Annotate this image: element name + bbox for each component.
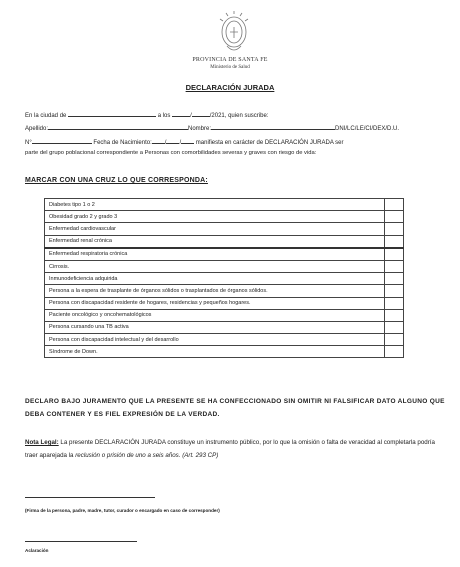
ministry-name: Ministerio de Salud bbox=[210, 65, 250, 70]
signature-label: (Firma de la persona, padre, madre, tutor, curador o encargado en caso de corresponder) bbox=[25, 508, 220, 513]
condition-row bbox=[45, 235, 404, 248]
condition-checkbox[interactable] bbox=[385, 223, 404, 235]
condition-row bbox=[45, 297, 404, 309]
condition-row bbox=[45, 346, 404, 358]
province-name: PROVINCIA DE SANTA FE bbox=[192, 57, 268, 63]
condition-checkbox[interactable] bbox=[385, 285, 404, 297]
legal-note-label: Nota Legal: bbox=[25, 439, 59, 446]
condition-checkbox[interactable] bbox=[385, 321, 404, 333]
birth-month-field[interactable] bbox=[166, 137, 179, 144]
month-field[interactable] bbox=[192, 110, 210, 117]
condition-checkbox[interactable] bbox=[385, 235, 404, 248]
oath-statement: DECLARO BAJO JURAMENTO QUE LA PRESENTE SE HA CONFECCIONADO SIN OMITIR NI FALSIFICAR DATO ALGUNO QUE DEBA CONTENER Y ES FIEL EXPRESIÓN DE LA VERDAD. bbox=[25, 398, 445, 418]
condition-checkbox[interactable] bbox=[385, 199, 404, 211]
condition-row bbox=[45, 285, 404, 297]
condition-row bbox=[45, 211, 404, 223]
condition-label: Diabetes tipo 1 o 2 bbox=[45, 199, 385, 211]
condition-label: Persona a la espera de trasplante de órganos sólidos o trasplantados de órganos sólidos. bbox=[45, 285, 385, 297]
condition-row bbox=[45, 273, 404, 285]
form-line-name: Apellido: Nombre: DNI/LC/LE/CI/DEX/D.U. bbox=[25, 123, 399, 132]
document-title: DECLARACIÓN JURADA bbox=[185, 83, 275, 92]
condition-checkbox[interactable] bbox=[385, 309, 404, 321]
day-field[interactable] bbox=[172, 110, 190, 117]
form-line-group: parte del grupo poblacional correspondiente a Personas con comorbilidades severas y graves con riesgo de vida: bbox=[25, 150, 317, 156]
condition-checkbox[interactable] bbox=[385, 211, 404, 223]
condition-label: Enfermedad renal crónica bbox=[45, 235, 385, 248]
condition-row bbox=[45, 321, 404, 333]
first-name-field[interactable] bbox=[211, 123, 335, 130]
surname-field[interactable] bbox=[48, 123, 188, 130]
province-seal-icon bbox=[217, 10, 251, 58]
signature-line[interactable] bbox=[25, 497, 155, 498]
section-title: MARCAR CON UNA CRUZ LO QUE CORRESPONDA: bbox=[25, 177, 208, 184]
condition-label: Enfermedad cardiovascular bbox=[45, 223, 385, 235]
condition-label: Cirrosis. bbox=[45, 260, 385, 272]
condition-row bbox=[45, 334, 404, 346]
condition-checkbox[interactable] bbox=[385, 273, 404, 285]
form-line-birth: N° Fecha de Nacimiento: / / manifiesta en carácter de DECLARACIÓN JURADA ser bbox=[25, 137, 344, 146]
condition-label: Persona cursando una TB activa bbox=[45, 321, 385, 333]
clarification-line[interactable] bbox=[25, 541, 137, 542]
legal-note-penalty: reclusión o prisión de uno a seis años. (Art. 293 CP) bbox=[75, 452, 219, 459]
city-field[interactable] bbox=[68, 110, 156, 117]
condition-label: Persona con discapacidad residente de hogares, residencias y pequeños hogares. bbox=[45, 297, 385, 309]
condition-row bbox=[45, 248, 404, 261]
condition-checkbox[interactable] bbox=[385, 260, 404, 272]
condition-label: Obesidad grado 2 y grado 3 bbox=[45, 211, 385, 223]
condition-row bbox=[45, 260, 404, 272]
birth-day-field[interactable] bbox=[152, 137, 165, 144]
condition-checkbox[interactable] bbox=[385, 297, 404, 309]
legal-note bbox=[25, 436, 445, 462]
condition-label: Persona con discapacidad intelectual y del desarrollo bbox=[45, 334, 385, 346]
conditions-table bbox=[44, 198, 404, 358]
condition-row bbox=[45, 199, 404, 211]
legal-note-text: La presente DECLARACIÓN JURADA constituye un instrumento público, por lo que la omisión o falta de veracidad al completarla podría traer aparejada la bbox=[25, 439, 435, 459]
condition-checkbox[interactable] bbox=[385, 248, 404, 261]
condition-label: Inmunodeficiencia adquirida bbox=[45, 273, 385, 285]
document-number-field[interactable] bbox=[32, 137, 92, 144]
clarification-label: Aclaración bbox=[25, 548, 49, 553]
condition-checkbox[interactable] bbox=[385, 334, 404, 346]
condition-label: Paciente oncológico y oncohematológicos bbox=[45, 309, 385, 321]
form-line-city: En la ciudad de a los / /2021, quien suscribe: bbox=[25, 110, 268, 119]
condition-checkbox[interactable] bbox=[385, 346, 404, 358]
condition-label: Síndrome de Down. bbox=[45, 346, 385, 358]
condition-row bbox=[45, 223, 404, 235]
condition-row bbox=[45, 309, 404, 321]
birth-year-field[interactable] bbox=[181, 137, 194, 144]
condition-label: Enfermedad respiratoria crónica bbox=[45, 248, 385, 261]
